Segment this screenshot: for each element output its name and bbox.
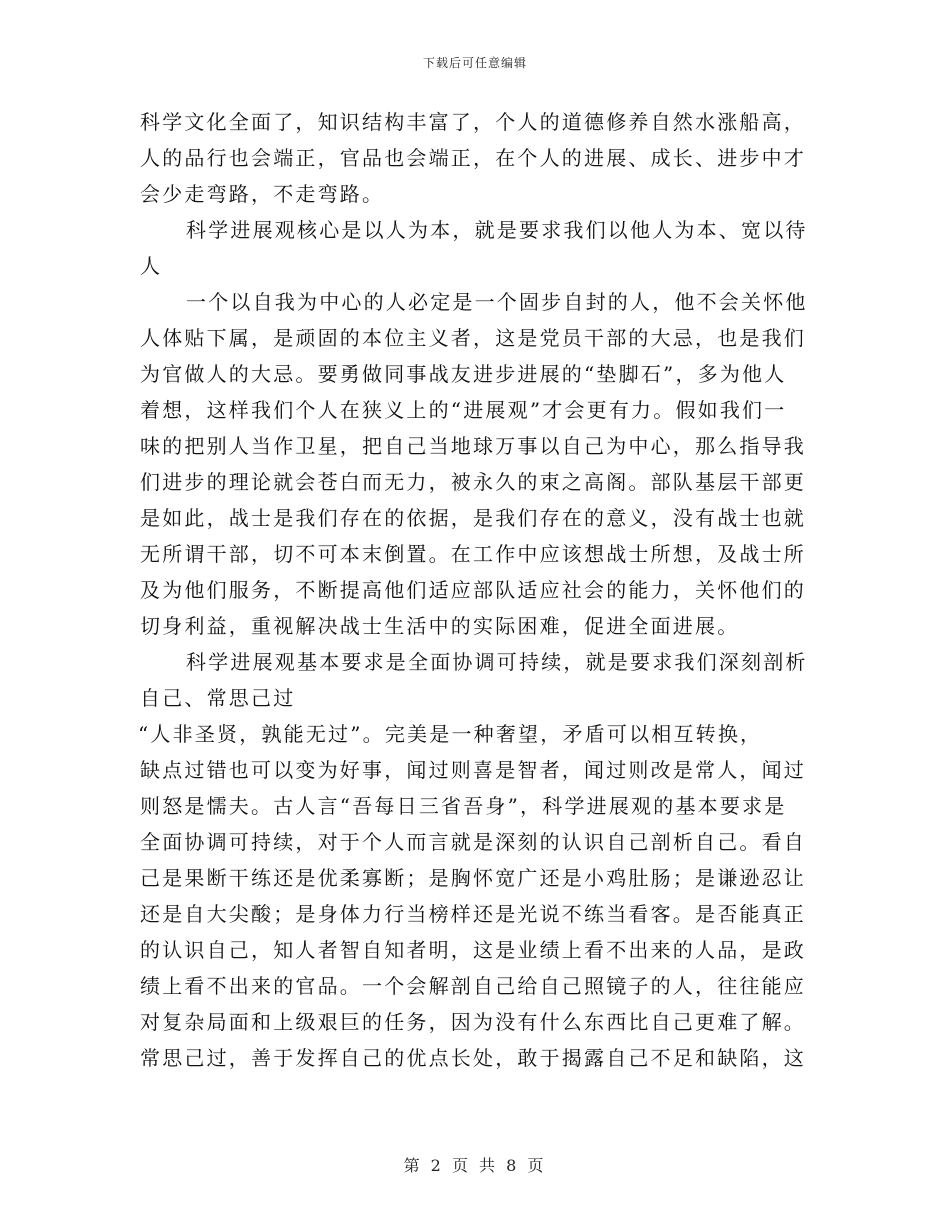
page-footer: 第 2 页 共 8 页: [403, 1156, 547, 1175]
text-line: 一个以自我为中心的人必定是一个固步自封的人，他不会关怀他: [186, 290, 808, 314]
text-line: 人的品行也会端正，官品也会端正，在个人的进展、成长、进步中才: [140, 146, 806, 170]
body-text: [140, 104, 810, 1076]
text-line: 是如此，战士是我们存在的依据，是我们存在的意义，没有战士也就: [140, 506, 806, 530]
text-line: 全面协调可持续，对于个人而言就是深刻的认识自己剖析自己。看自: [140, 830, 806, 854]
text-line: 无所谓干部，切不可本末倒置。在工作中应该想战士所想，及战士所: [140, 542, 806, 566]
text-line: 己是果断干练还是优柔寡断；是胸怀宽广还是小鸡肚肠；是谦逊忍让: [140, 866, 806, 890]
text-line: 对复杂局面和上级艰巨的任务，因为没有什么东西比自己更难了解。: [140, 1010, 806, 1034]
text-line: 还是自大尖酸；是身体力行当榜样还是光说不练当看客。是否能真正: [140, 902, 806, 926]
section-heading-line: 自己、常思己过: [140, 686, 296, 710]
section-heading-line: 人: [140, 254, 163, 278]
section-heading-line: 科学进展观核心是以人为本，就是要求我们以他人为本、宽以待: [186, 218, 808, 242]
text-line: 会少走弯路，不走弯路。: [140, 182, 385, 206]
text-line: 绩上看不出来的官品。一个会解剖自己给自己照镜子的人，往往能应: [140, 974, 806, 998]
text-line: 为官做人的大忌。要勇做同事战友进步进展的“垫脚石”，多为他人: [140, 362, 787, 386]
text-line: 人体贴下属，是顽固的本位主义者，这是党员干部的大忌，也是我们: [140, 326, 806, 350]
text-line: 科学文化全面了，知识结构丰富了，个人的道德修养自然水涨船高，: [140, 110, 806, 134]
text-line: “人非圣贤，孰能无过”。完美是一种奢望，矛盾可以相互转换，: [138, 722, 763, 746]
text-line: 们进步的理论就会苍白而无力，被永久的束之高阁。部队基层干部更: [140, 470, 806, 494]
text-line: 着想，这样我们个人在狭义上的“进展观”才会更有力。假如我们一: [140, 398, 787, 422]
text-line: 切身利益，重视解决战士生活中的实际困难，促进全面进展。: [140, 614, 740, 638]
text-line: 常思己过，善于发挥自己的优点长处，敢于揭露自己不足和缺陷，这: [140, 1046, 806, 1070]
text-line: 缺点过错也可以变为好事，闻过则喜是智者，闻过则改是常人，闻过: [140, 758, 806, 782]
text-line: 及为他们服务，不断提高他们适应部队适应社会的能力，关怀他们的: [140, 578, 806, 602]
text-line: 味的把别人当作卫星，把自己当地球万事以自己为中心，那么指导我: [140, 434, 806, 458]
section-heading-line: 科学进展观基本要求是全面协调可持续，就是要求我们深刻剖析: [186, 650, 808, 674]
text-line: 则怒是懦夫。古人言“吾每日三省吾身”，科学进展观的基本要求是: [140, 794, 787, 818]
page-header: 下载后可任意编辑: [422, 56, 527, 70]
text-line: 的认识自己，知人者智自知者明，这是业绩上看不出来的人品，是政: [140, 938, 806, 962]
